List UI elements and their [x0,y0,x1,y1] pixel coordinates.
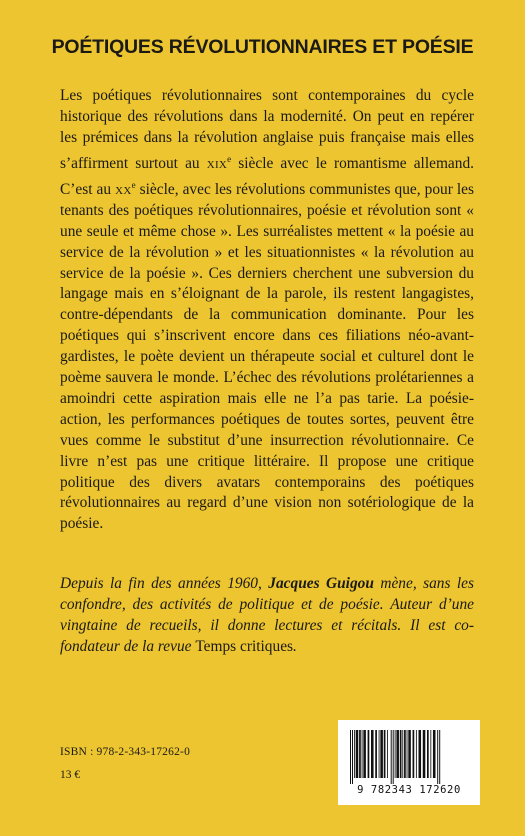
blurb-text-1: Les poétiques révolutionnaires sont contemporaines du cycle historique des révolutions dans la modernité. On peut en repérer les prémices dans la révolution anglaise puis française mais elles s’affirment surtout au [60,87,474,172]
barcode-bar [391,730,392,784]
barcode-bar [375,730,377,778]
century-20: xx [115,180,132,198]
journal-name: Temps critiques [195,637,294,655]
bio-lead: Depuis la fin des années 1960, [60,575,269,592]
barcode-bar [427,730,429,778]
barcode-bar [384,730,386,778]
barcode-digits: 9 782343 172620 [357,784,461,796]
century-19-superscript: e [227,153,232,164]
author-bio [60,574,474,658]
author-name: Jacques Guigou [268,575,374,592]
barcode-bar [430,730,431,778]
barcode-bar [400,730,402,778]
barcode-bar [439,730,440,784]
blurb-paragraph [60,86,474,535]
barcode-bar [371,730,374,778]
barcode-bar [437,730,438,784]
barcode-bar [416,730,417,778]
barcode-bar [363,730,366,778]
barcode-bar [352,730,353,784]
barcode-bar [356,730,359,778]
barcode-bar [359,730,361,778]
barcode-bar [423,730,426,778]
book-title: POÉTIQUES RÉVOLUTIONNAIRES ET POÉSIE [51,36,474,58]
blurb-text-2: siècle avec le romantisme allemand. C’est au [60,154,474,198]
price-label: 13 € [60,769,81,781]
barcode [338,720,480,805]
barcode-bar [396,730,399,778]
barcode-bars [348,730,470,784]
century-19: xix [206,154,228,172]
barcode-bar [408,730,411,778]
bio-end: . [293,637,297,655]
barcode-bar [404,730,406,778]
isbn-label: ISBN : 978-2-343-17262-0 [60,746,191,758]
back-cover-blurb [60,86,474,535]
barcode-bar [354,730,355,778]
barcode-bar [393,730,394,784]
barcode-bar [379,730,380,778]
barcode-bar [350,730,351,784]
barcode-bar [380,730,383,778]
century-20-superscript: e [131,179,136,190]
barcode-bar [433,730,436,778]
barcode-bar [413,730,415,778]
barcode-bar [395,730,396,778]
barcode-bar [368,730,370,778]
barcode-bar [407,730,408,778]
barcode-bar [387,730,388,778]
barcode-bar [419,730,422,778]
bio-rest: mène, sans les confondre, des activités de politique et de poésie. Auteur d’une vingtaine de recueils, il donne lectures et récitals. Il est co-fondateur de la revue [60,575,474,655]
barcode-bar [402,730,403,778]
barcode-bar [362,730,363,778]
blurb-text-3: siècle, avec les révolutions communistes que, pour les tenants des poétiques révolutionnaires, poésie et révolution sont « une seule et même chose ». Les surréalistes mettent « la poésie au service de la révolution » et les situationnistes « la révolution au service de la poésie ». Ces derniers cherchent une subversion du langage mais en s’éloignant de la parole, ils restent langagistes, contre-dépendants de la communication dominante. Pour les poétiques qui s’inscrivent encore dans ces filiations néo-avant-gardistes, le poète devient un thérapeute social et culturel dont le poème sauvera le monde. L’échec des révolutions prolétariennes a amoindri cette aspiration mais elle ne l’a pas tarie. La poésie-action, les performances poétiques de toutes sortes, peuvent être vues comme le substitut d’une insurrection révolutionnaire. Ce livre n’est pas une critique littéraire. Il propose une critique politique des divers avatars contemporains des poétiques révolutionnaires au regard d’une vision non sotériologique de la poésie. [60,180,474,533]
